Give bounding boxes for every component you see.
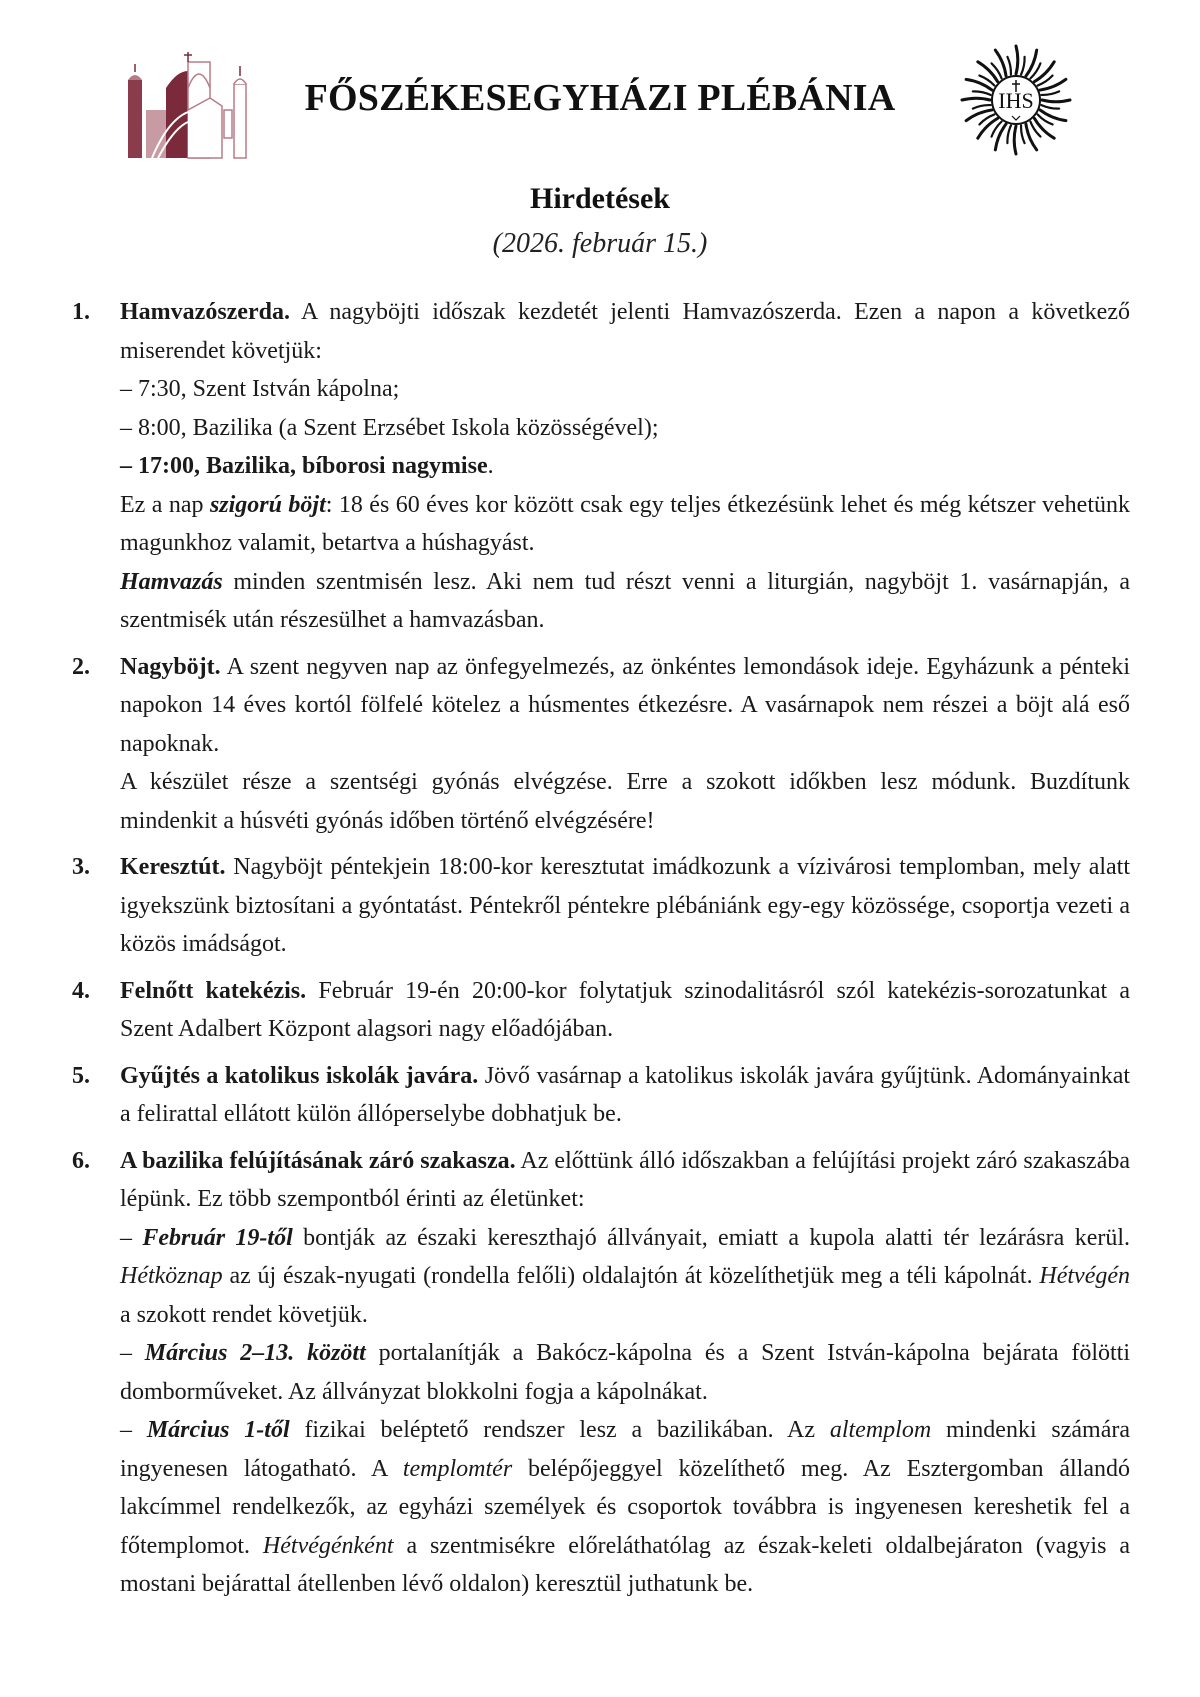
renovation-bullet: – Február 19-től bontják az északi kereszthajó állványait, emiatt a kupola alatti tér lezárásra kerül. Hétköznap az új észak-nyugati (rondella felőli) oldalajtón át közelíthetjük meg a téli kápolnát. Hétvégén a szokott rendet követjük.: [120, 1224, 1131, 1328]
sun-ray: [1042, 91, 1060, 95]
sun-ray: [1016, 46, 1018, 74]
ihs-text: IHS: [998, 88, 1034, 113]
item-text: Nagyböjt. A szent negyven nap az önfegyelmezés, az önkéntes lemondások ideje. Egyházunk a pénteki napokon 14 éves kortól fölfelé kötelez a húsmentes étkezésre. A vasárnapok nem részei a böjt alá eső napoknak. A készület része a szentségi gyónás elvégzése. Erre a szokott időkben lesz módunk. Buzdítunk mindenkit a húsvéti gyónás időben történő elvégzésére!: [120, 653, 1130, 834]
item-text: Hamvazószerda. A nagyböjti időszak kezdetét jelenti Hamvazószerda. Ezen a napon a következő miserendet követjük: – 7:30, Szent István kápolna; – 8:00, Bazilika (a Szent Erzsébet Iskola közösségével); – 17:00, Bazilika, bíborosi nagymise. Ez a nap szigorú böjt: 18 és 60 éves kor között csak egy teljes étkezésünk lehet és még kétszer vehetünk magunkhoz valamit, betartva a húshagyást. Hamvazás minden szentmisén lesz. Aki nem tud részt venni a liturgián, nagyböjt 1. vasárnapján, a szentmisék után részesülhet a hamvazásban.: [120, 293, 1130, 640]
parish-title: FŐSZÉKESEGYHÁZI PLÉBÁNIA: [304, 77, 896, 119]
announcement-item: [72, 972, 1130, 1049]
sun-ray: [995, 50, 1006, 76]
sun-ray: [1014, 126, 1016, 154]
item-heading: A bazilika felújításának záró szakasza.: [120, 1147, 516, 1174]
renovation-bullet: – Március 1-től fizikai beléptető rendszer lesz a bazilikában. Az altemplom mindenki számára ingyenesen látogatható. A templomtér belépőjeggyel közelíthető meg. Az Esztergomban állandó lakcímmel rendelkezők, az egyházi személyek és csoportok továbbra is ingyenesen kereshetik fel a főtemplomot. Hétvégénként a szentmisékre előreláthatólag az észak-keleti oldalbejáraton (vagyis a mostani bejárattal átellenben lévő oldalon) keresztül juthatunk be.: [120, 1417, 1131, 1597]
announcement-item: [72, 648, 1130, 841]
renovation-bullet: – Március 2–13. között portalanítják a Bakócz-kápolna és a Szent István-kápolna bejárata fölötti domborműveket. Az állványzat blokkolni fogja a kápolnákat.: [120, 1340, 1130, 1405]
mass-time: – 7:30, Szent István kápolna;: [120, 376, 400, 402]
sun-ray: [1007, 57, 1011, 75]
sun-ray: [966, 110, 992, 121]
item-text: Felnőtt katekézis. Február 19-én 20:00-kor folytatjuk szinodalitásról szól katekézis-sorozatunkat a Szent Adalbert Központ alagsori nagy előadójában.: [120, 977, 1131, 1042]
sun-ray: [1021, 57, 1025, 75]
item-heading: Hamvazószerda.: [120, 299, 290, 325]
mass-time-highlight: – 17:00, Bazilika, bíborosi nagymise.: [120, 453, 494, 479]
sun-ray: [973, 105, 991, 109]
sun-ray: [962, 98, 990, 100]
announcement-item: [72, 848, 1130, 964]
sun-ray: [1040, 79, 1066, 90]
sun-ray: [1042, 100, 1070, 102]
sun-ray: [973, 91, 991, 95]
item-text: Gyűjtés a katolikus iskolák javára. Jövő vasárnap a katolikus iskolák javára gyűjtünk. Adományainkat a felirattal ellátott külön állóperselybe dobhatjuk be.: [120, 1062, 1131, 1127]
item-number: 6.: [72, 1147, 90, 1174]
fast-note: Ez a nap szigorú böjt: 18 és 60 éves kor között csak egy teljes étkezésünk lehet és még kétszer vehetünk magunkhoz valamit, betartva a húshagyást.: [120, 491, 1131, 556]
ash-note: Hamvazás minden szentmisén lesz. Aki nem tud részt venni a liturgián, nagyböjt 1. vasárnapján, a szentmisék után részesülhet a hamvazásban.: [120, 568, 1130, 633]
item-text: Keresztút. Nagyböjt péntekjein 18:00-kor keresztutat imádkozunk a vízivárosi templomban, mely alatt igyekszünk biztosítani a gyóntatást. Péntekről péntekre plébániánk egy-egy közössége, csoportja vezeti a közös imádságot.: [120, 854, 1131, 957]
item-heading: Keresztút.: [120, 854, 226, 880]
announcement-list: [72, 293, 1130, 1612]
document-date: (2026. február 15.): [492, 228, 708, 259]
item-number: 4.: [72, 977, 90, 1004]
document-title: Hirdetések: [530, 182, 670, 215]
ihs-emblem-icon: [960, 44, 1072, 156]
announcement-item: [72, 293, 1130, 640]
page-header: [0, 40, 1200, 160]
item-number: 3.: [72, 854, 90, 880]
item-number: 5.: [72, 1062, 90, 1089]
sun-ray: [1021, 126, 1025, 144]
item-number: 1.: [72, 299, 90, 325]
sun-ray: [1042, 105, 1060, 109]
sun-ray: [1007, 126, 1011, 144]
sun-ray: [1026, 124, 1037, 150]
announcement-item: [72, 1142, 1130, 1604]
mass-time: – 8:00, Bazilika (a Szent Erzsébet Iskola közösségével);: [120, 414, 659, 441]
item-heading: Felnőtt katekézis.: [120, 977, 307, 1004]
item-heading: Nagyböjt.: [120, 653, 221, 680]
item-text: A bazilika felújításának záró szakasza. Az előttünk álló időszakban a felújítási projekt záró szakaszába lépünk. Ez több szempontból érinti az életünket: – Február 19-től bontják az északi kereszthajó állványait, emiatt a kupola alatti tér lezárásra kerül. Hétköznap az új észak-nyugati (rondella felőli) oldalajtón át közelíthetjük meg a téli kápolnát. Hétvégén a szokott rendet követjük. – Március 2–13. között portalanítják a Bakócz-kápolna és a Szent István-kápolna bejárata fölötti domborműveket. Az állványzat blokkolni fogja a kápolnákat. – Március 1-től fizikai beléptető rendszer lesz a bazilikában. Az altemplom mindenki számára ingyenesen látogatható. A templomtér belépőjeggyel közelíthető meg. Az Esztergomban állandó lakcímmel rendelkezők, az egyházi személyek és csoportok továbbra is ingyenesen kereshetik fel a főtemplomot. Hétvégénként a szentmisékre előreláthatólag az észak-keleti oldalbejáraton (vagyis a mostani bejárattal átellenben lévő oldalon) keresztül juthatunk be.: [120, 1142, 1130, 1604]
announcement-item: [72, 1057, 1130, 1134]
item-number: 2.: [72, 653, 90, 680]
item-heading: Gyűjtés a katolikus iskolák javára.: [120, 1062, 479, 1089]
